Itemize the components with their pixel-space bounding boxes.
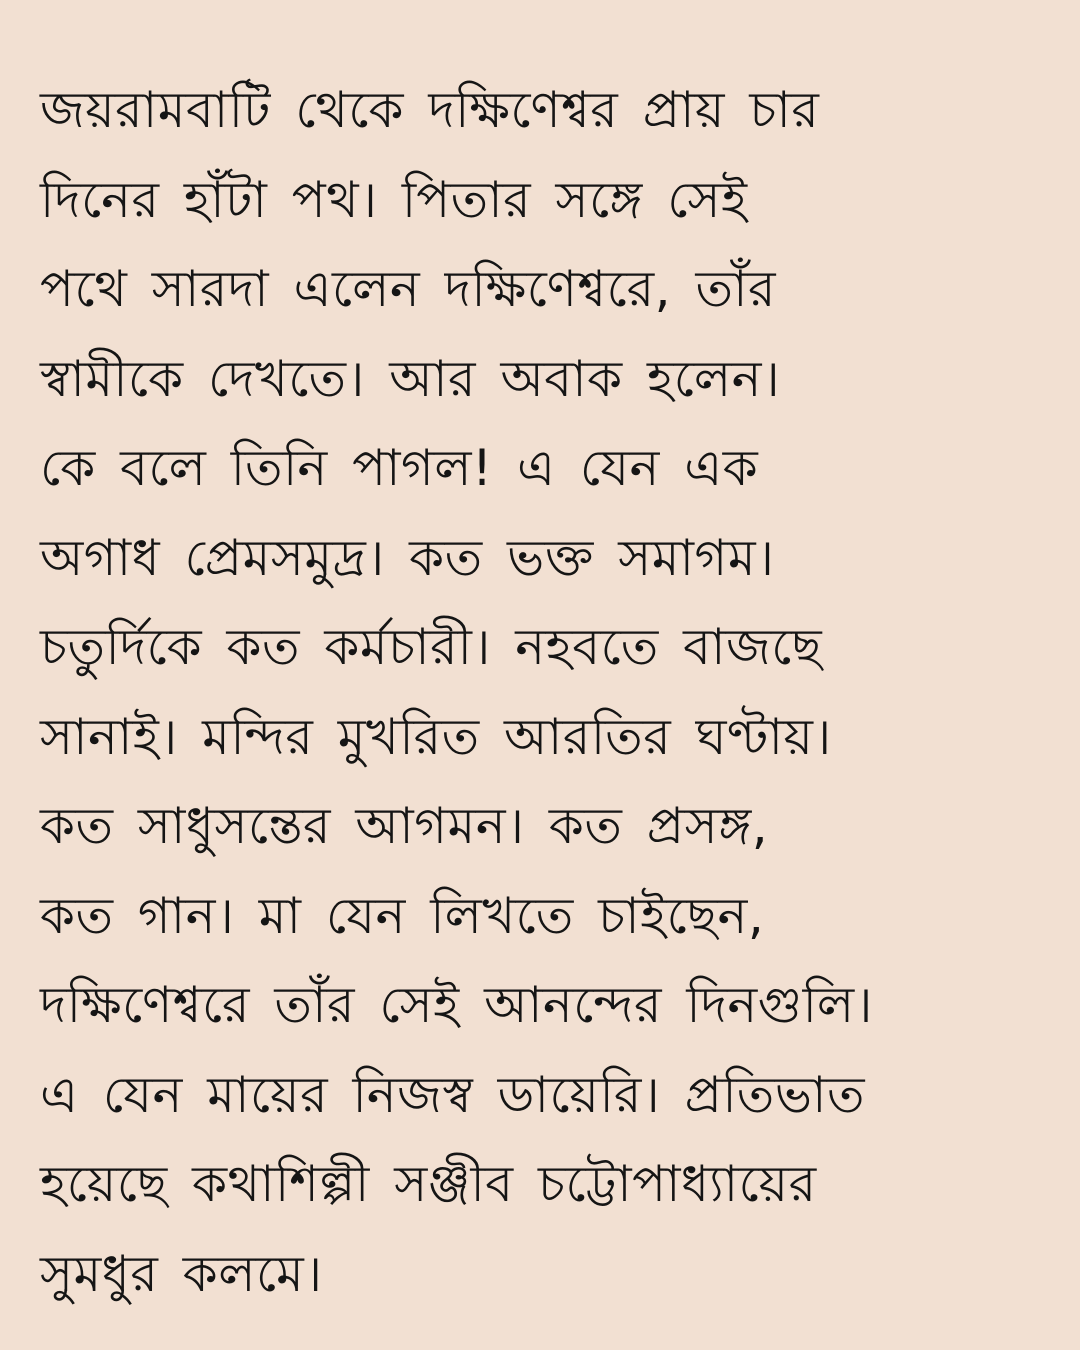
- text-line-3: পথে সারদা এলেন দক্ষিণেশ্বরে, তাঁর: [40, 260, 776, 318]
- text-line-12: এ যেন মায়ের নিজস্ব ডায়েরি। প্রতিভাত: [40, 1065, 866, 1124]
- text-line-10: কত গান। মা যেন লিখতে চাইছেন,: [40, 886, 765, 945]
- text-line-2: দিনের হাঁটা পথ। পিতার সঙ্গে সেই: [40, 170, 748, 229]
- text-line-9: কত সাধুসন্তের আগমন। কত প্রসঙ্গ,: [40, 797, 769, 855]
- text-line-1: জয়রামবাটি থেকে দক্ষিণেশ্বর প্রায় চার: [40, 81, 820, 139]
- text-line-13: হয়েছে কথাশিল্পী সঞ্জীব চট্টোপাধ্যায়ের: [40, 1155, 817, 1213]
- text-line-8: সানাই। মন্দির মুখরিত আরতির ঘণ্টায়।: [40, 707, 832, 766]
- text-line-14: সুমধুর কলমে।: [40, 1244, 323, 1303]
- text-line-5: কে বলে তিনি পাগল! এ যেন এক: [40, 439, 759, 497]
- text-line-6: অগাধ প্রেমসমুদ্র। কত ভক্ত সমাগম।: [40, 528, 775, 587]
- text-passage: [40, 66, 1032, 1319]
- text-line-4: স্বামীকে দেখতে। আর অবাক হলেন।: [40, 349, 781, 408]
- text-line-11: দক্ষিণেশ্বরে তাঁর সেই আনন্দের দিনগুলি।: [40, 976, 874, 1034]
- text-line-7: চতুর্দিকে কত কর্মচারী। নহবতে বাজছে: [40, 618, 823, 676]
